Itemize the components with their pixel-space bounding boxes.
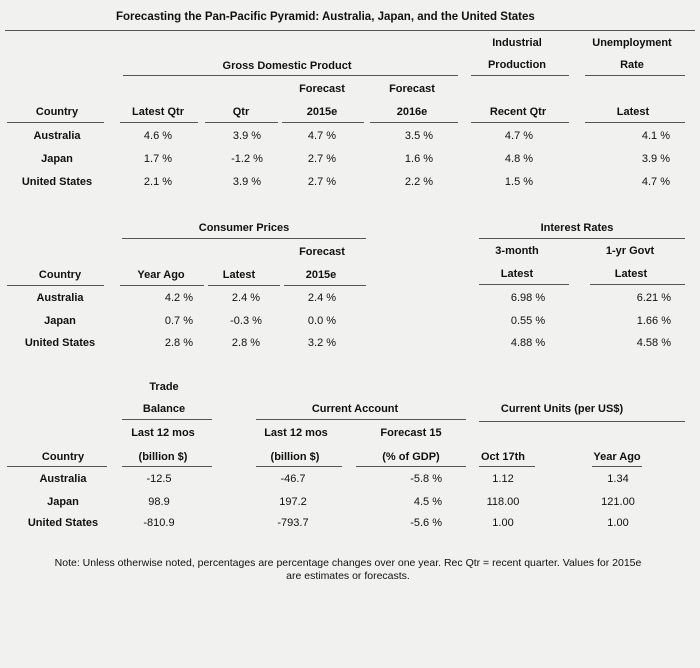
cell-rate-3m: 4.88 % <box>510 337 546 349</box>
col-country: Country <box>35 106 79 118</box>
cell-unemployment: 4.1 % <box>641 130 670 142</box>
col-year-ago: Year Ago <box>593 451 641 463</box>
col-2015e: 2015e <box>306 106 338 118</box>
cell-year-ago: 2.8 % <box>164 337 193 349</box>
cell-industrial: 1.5 % <box>504 176 534 188</box>
forecast-label: Forecast <box>299 246 345 258</box>
row-country: Australia <box>39 473 87 485</box>
col-oct17: Oct 17th <box>480 451 526 463</box>
cell-qtr: -1.2 % <box>231 153 263 165</box>
cell-qtr: 3.9 % <box>232 130 262 142</box>
row-country: United States <box>27 517 99 529</box>
col-rule <box>471 122 569 123</box>
col-recent-qtr: Recent Qtr <box>489 106 547 118</box>
col-rule <box>284 285 366 286</box>
cell-industrial: 4.8 % <box>504 153 534 165</box>
unemployment-rule <box>585 75 685 76</box>
col-rule <box>479 466 535 467</box>
trade-header: Trade <box>149 381 179 393</box>
col-rule <box>120 285 204 286</box>
trade-last12: Last 12 mos <box>131 427 195 439</box>
cell-2015e: 2.7 % <box>307 176 337 188</box>
col-rule <box>205 122 278 123</box>
trade-rule <box>122 419 212 420</box>
cell-govt-1y: 1.66 % <box>636 315 671 327</box>
cell-industrial: 4.7 % <box>504 130 534 142</box>
cell-rate-3m: 0.55 % <box>510 315 546 327</box>
cell-unemployment: 3.9 % <box>641 153 670 165</box>
row-country: United States <box>21 176 93 188</box>
cell-oct17: 118.00 <box>486 496 520 508</box>
col-rule <box>282 122 364 123</box>
col-rule <box>590 284 685 285</box>
col-rule <box>479 284 569 285</box>
cell-latest-qtr: 4.6 % <box>143 130 173 142</box>
interest-rule <box>479 238 685 239</box>
row-country: Japan <box>41 153 73 165</box>
cell-ca: -793.7 <box>277 517 309 529</box>
col-rule <box>356 466 466 467</box>
footnote <box>55 557 642 583</box>
cell-latest-qtr: 2.1 % <box>143 176 173 188</box>
industrial-rule <box>471 75 569 76</box>
cell-2016e: 1.6 % <box>404 153 434 165</box>
col-latest: Latest <box>222 269 256 281</box>
col-rule <box>7 466 107 467</box>
cell-2015e: 4.7 % <box>307 130 337 142</box>
consumer-prices-header: Consumer Prices <box>198 222 290 234</box>
current-account-rule <box>256 419 466 420</box>
col-govt-latest: Latest <box>614 268 648 280</box>
cell-ca-pct: -5.8 % <box>410 473 442 485</box>
one-yr-govt-header: 1-yr Govt <box>605 245 655 257</box>
cell-latest: 2.8 % <box>231 337 261 349</box>
currency-units-header: Current Units (per US$) <box>500 403 624 415</box>
cell-2015e: 2.7 % <box>307 153 337 165</box>
cell-ca-pct: -5.6 % <box>410 517 442 529</box>
col-2015e: 2015e <box>305 269 337 281</box>
forecast-label-2016: Forecast <box>389 83 435 95</box>
cell-trade: 98.9 <box>148 496 170 508</box>
gdp-group-header: Gross Domestic Product <box>222 60 352 72</box>
col-trade-billion: (billion $) <box>138 451 188 463</box>
col-rule <box>370 122 458 123</box>
col-rule <box>120 122 198 123</box>
col-ca-billion: (billion $) <box>270 451 320 463</box>
col-year-ago: Year Ago <box>137 269 185 281</box>
col-rule <box>208 285 280 286</box>
col-latest-qtr: Latest Qtr <box>132 106 184 118</box>
cell-2015e: 0.0 % <box>307 315 337 327</box>
row-country: Australia <box>33 130 81 142</box>
footnote-line-2: are estimates or forecasts. <box>286 570 410 582</box>
col-rule <box>585 122 685 123</box>
page-title: Forecasting the Pan-Pacific Pyramid: Australia, Japan, and the United States <box>116 11 535 23</box>
row-country: United States <box>24 337 96 349</box>
currency-rule <box>479 421 685 422</box>
cell-govt-1y: 6.21 % <box>636 292 671 304</box>
cell-year-ago: 0.7 % <box>164 315 193 327</box>
cell-trade: -12.5 <box>146 473 172 485</box>
gdp-rule <box>123 75 458 76</box>
cell-latest-qtr: 1.7 % <box>143 153 173 165</box>
cell-ca: -46.7 <box>280 473 306 485</box>
col-rule <box>592 466 642 467</box>
cell-latest: -0.3 % <box>230 315 262 327</box>
cell-ca: 197.2 <box>279 496 307 508</box>
cell-2015e: 2.4 % <box>307 292 337 304</box>
cell-oct17: 1.12 <box>492 473 514 485</box>
cell-2016e: 2.2 % <box>404 176 434 188</box>
col-rule <box>7 122 104 123</box>
three-month-header: 3-month <box>495 245 539 257</box>
cell-year-ago: 4.2 % <box>164 292 193 304</box>
col-pct-gdp: (% of GDP) <box>382 451 440 463</box>
forecast-15-header: Forecast 15 <box>380 427 442 439</box>
balance-header: Balance <box>142 403 186 415</box>
cell-2015e: 3.2 % <box>307 337 337 349</box>
col-qtr: Qtr <box>232 106 250 118</box>
col-rule <box>256 466 342 467</box>
ca-last12: Last 12 mos <box>264 427 328 439</box>
industrial-header: Industrial <box>492 37 542 49</box>
row-country: Australia <box>36 292 84 304</box>
cell-qtr: 3.9 % <box>232 176 262 188</box>
col-2016e: 2016e <box>396 106 428 118</box>
col-rule <box>122 466 212 467</box>
col-country: Country <box>41 451 85 463</box>
forecast-label-2015: Forecast <box>299 83 345 95</box>
unemployment-header: Unemployment <box>592 37 672 49</box>
cell-unemployment: 4.7 % <box>641 176 670 188</box>
row-country: Japan <box>44 315 76 327</box>
cell-2016e: 3.5 % <box>404 130 434 142</box>
col-rule <box>7 285 104 286</box>
production-header: Production <box>487 59 547 71</box>
cell-year-ago: 1.00 <box>607 517 629 529</box>
current-account-header: Current Account <box>311 403 399 415</box>
col-country: Country <box>38 269 82 281</box>
cell-rate-3m: 6.98 % <box>510 292 546 304</box>
cell-year-ago: 121.00 <box>601 496 635 508</box>
cell-latest: 2.4 % <box>231 292 261 304</box>
cell-trade: -810.9 <box>143 517 175 529</box>
cell-oct17: 1.00 <box>492 517 514 529</box>
interest-rates-header: Interest Rates <box>540 222 614 234</box>
col-latest: Latest <box>616 106 650 118</box>
cell-govt-1y: 4.58 % <box>636 337 671 349</box>
cell-year-ago: 1.34 <box>607 473 629 485</box>
consumer-rule <box>122 238 366 239</box>
row-country: Japan <box>47 496 79 508</box>
rate-header: Rate <box>620 59 644 71</box>
col-rate-latest: Latest <box>500 268 534 280</box>
footnote-line-1: Note: Unless otherwise noted, percentages are percentage changes over one year. Rec Qtr = recent quarter. Values for 2015e <box>54 557 642 569</box>
title-rule <box>5 30 695 31</box>
cell-ca-pct: 4.5 % <box>413 496 442 508</box>
